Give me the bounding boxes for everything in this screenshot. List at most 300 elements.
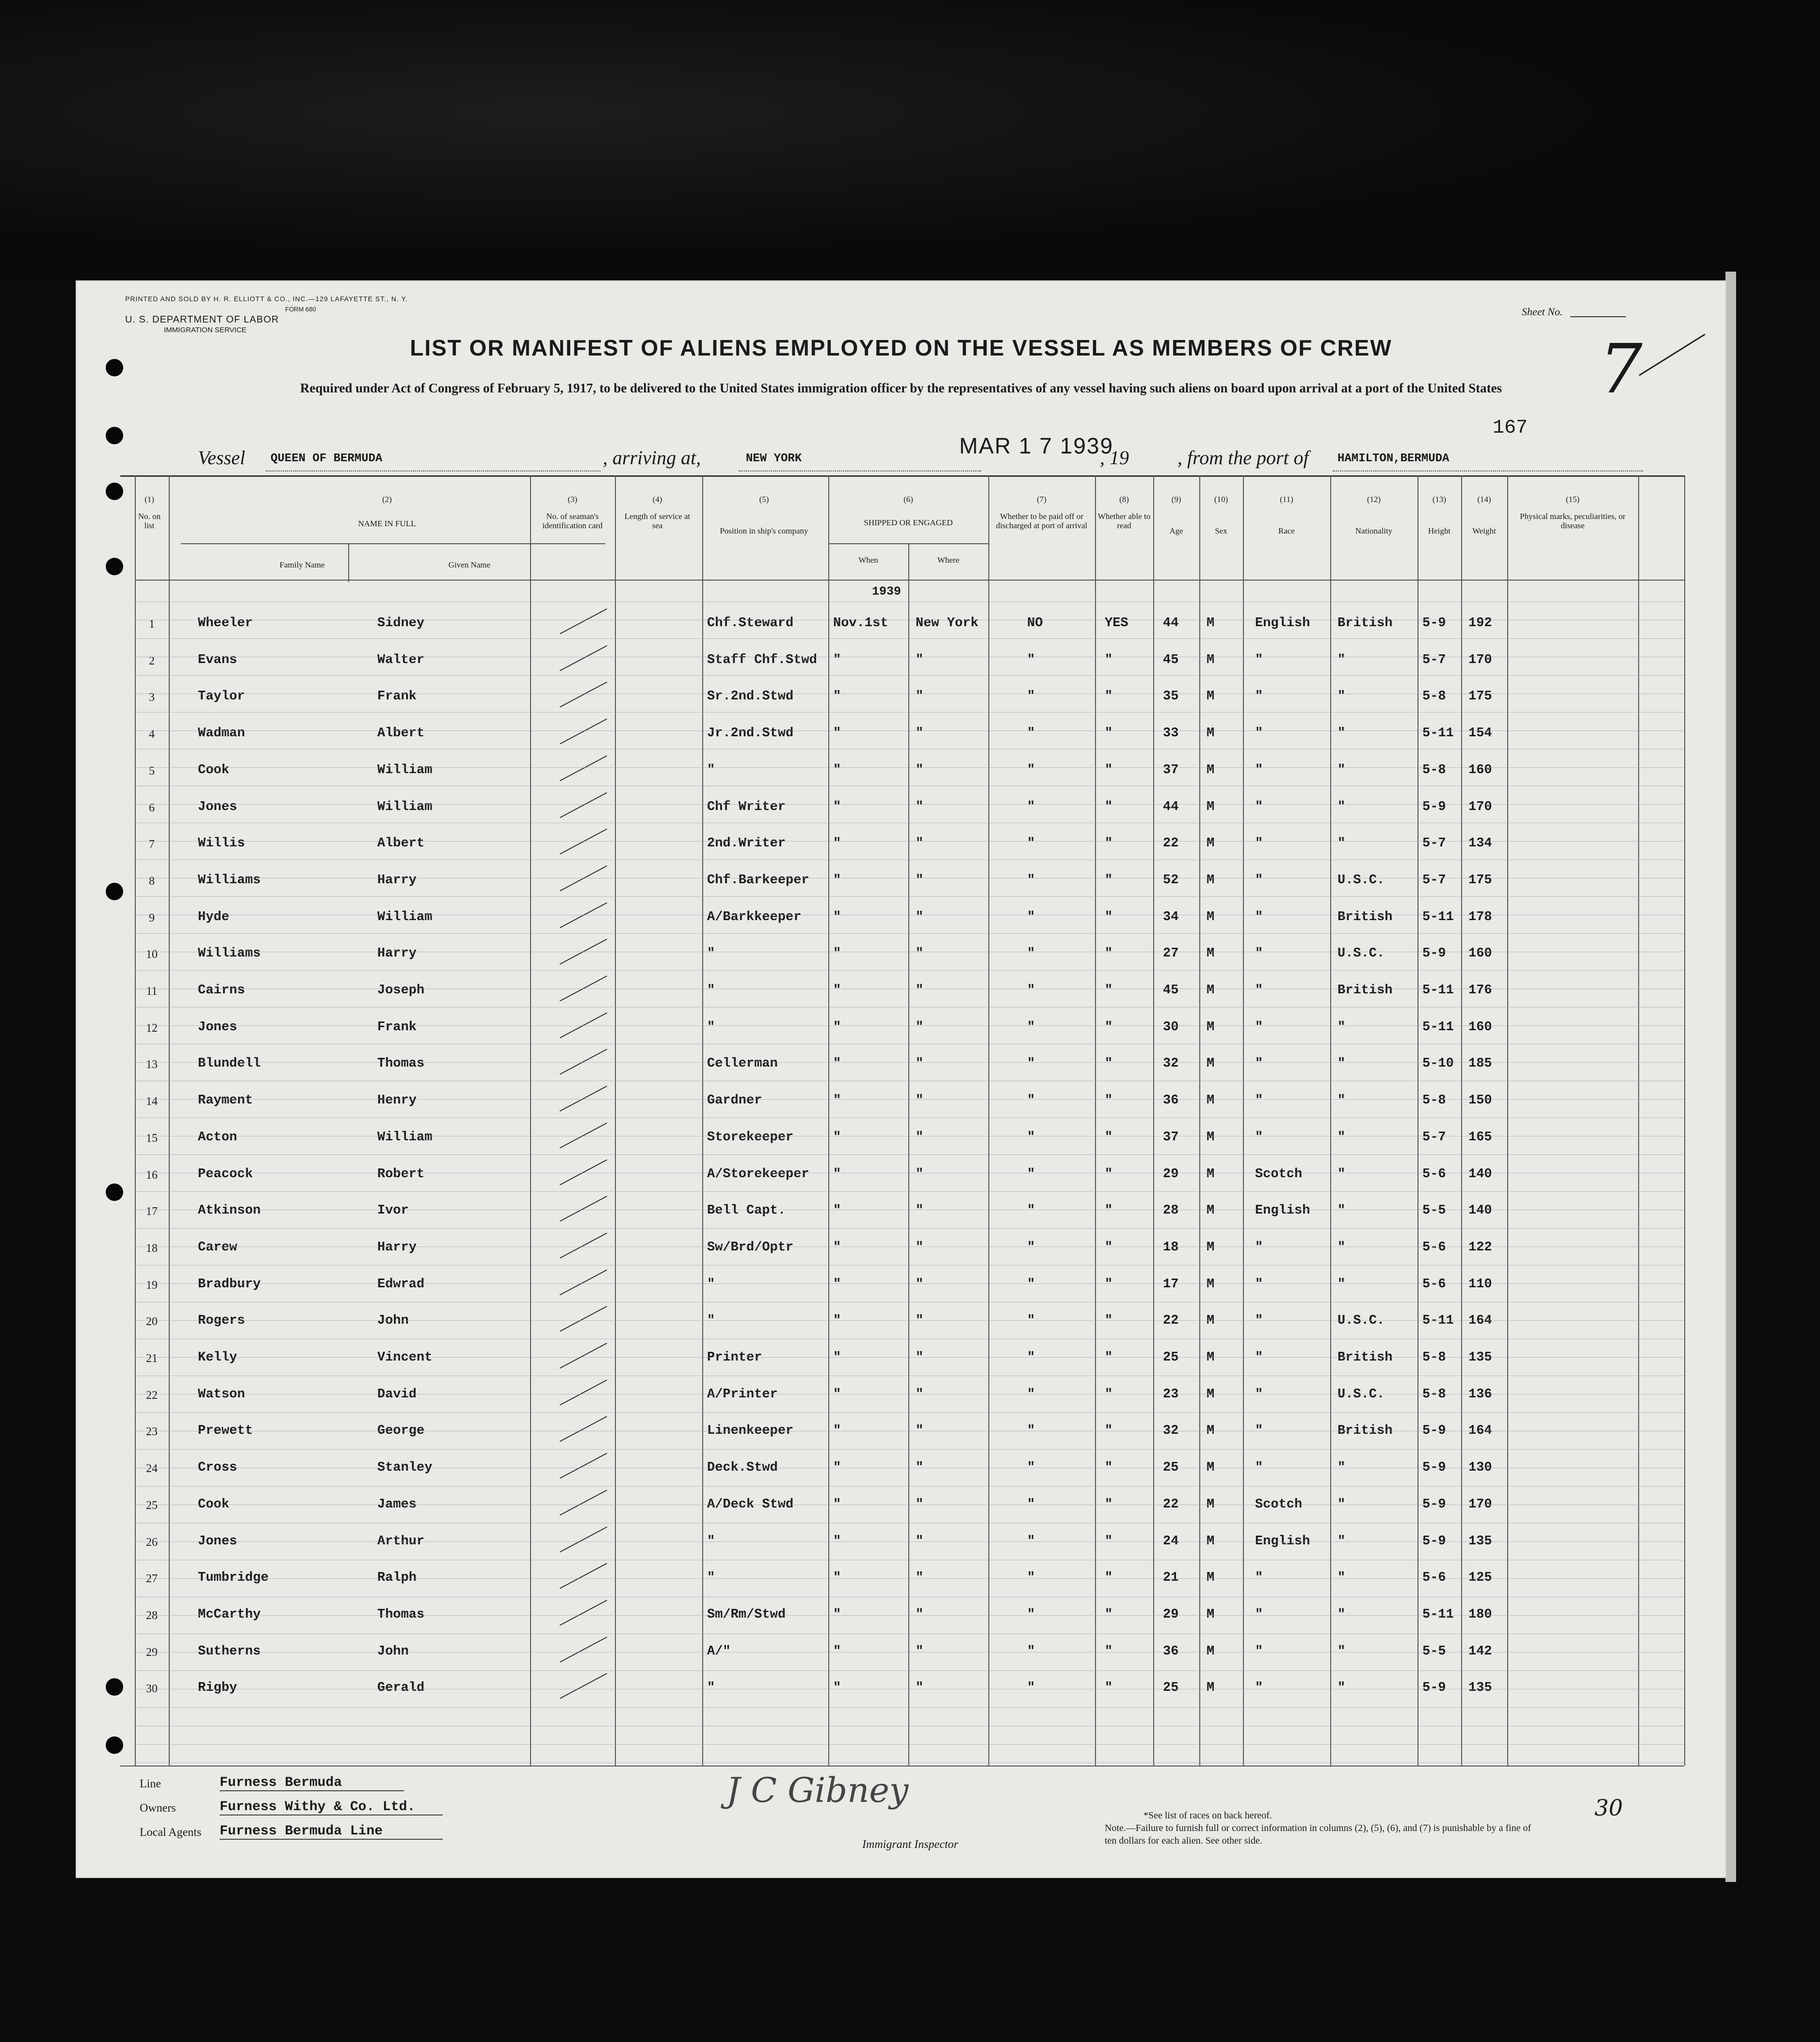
row-number: 8 <box>149 875 155 888</box>
cell-paid: " <box>1027 726 1035 741</box>
cell-paid: " <box>1027 1020 1035 1035</box>
cell-position: Chf Writer <box>707 799 786 814</box>
cell-family: Williams <box>198 873 261 888</box>
department-name: U. S. DEPARTMENT OF LABOR <box>125 314 279 325</box>
cell-race: " <box>1255 799 1263 814</box>
cell-age: 29 <box>1163 1167 1179 1182</box>
cell-when: " <box>833 836 841 851</box>
cell-position: " <box>707 983 715 998</box>
ruled-line <box>135 1357 1684 1358</box>
cell-nat: " <box>1337 1130 1346 1145</box>
cell-paid: " <box>1027 1497 1035 1512</box>
cell-race: English <box>1255 616 1310 631</box>
cell-weight: 130 <box>1468 1460 1492 1475</box>
cell-weight: 125 <box>1468 1571 1492 1586</box>
cell-read: " <box>1105 873 1113 888</box>
cell-given: Joseph <box>377 983 425 998</box>
cell-age: 45 <box>1163 983 1179 998</box>
column-rule <box>1330 475 1331 1766</box>
page-subtitle: Required under Act of Congress of February 5, 1917, to be delivered to the United States immigration officer by the representatives of any vessel having such aliens on board upon arrival at a port of the United States <box>300 381 1502 395</box>
arriving-underline <box>739 470 981 471</box>
column-rule <box>1638 475 1639 1766</box>
cell-when: " <box>833 1130 841 1145</box>
cell-family: Willis <box>198 836 245 851</box>
col-num-3: (3) <box>567 495 578 504</box>
header-shipped: SHIPPED OR ENGAGED <box>864 518 953 527</box>
punch-hole <box>106 427 123 444</box>
cell-sex: M <box>1207 1020 1215 1035</box>
cell-family: Cross <box>198 1460 238 1475</box>
ruled-line <box>135 1154 1684 1155</box>
cell-when: " <box>833 726 841 741</box>
row-number: 9 <box>149 911 155 924</box>
cell-height: 5-11 <box>1422 1313 1454 1329</box>
cell-age: 29 <box>1163 1607 1179 1622</box>
row-number: 1 <box>149 618 155 631</box>
cell-weight: 140 <box>1468 1167 1492 1182</box>
cell-where: " <box>916 1313 924 1329</box>
cell-given: Stanley <box>377 1460 433 1475</box>
cell-age: 44 <box>1163 616 1179 631</box>
cell-read: " <box>1105 1277 1113 1292</box>
cell-height: 5-11 <box>1422 1020 1454 1035</box>
ruled-line <box>135 841 1684 842</box>
cell-age: 33 <box>1163 726 1179 741</box>
cell-sex: M <box>1207 1387 1215 1402</box>
cell-read: " <box>1105 1644 1113 1659</box>
cell-sex: M <box>1207 762 1215 778</box>
header-sex: Sex <box>1215 526 1227 535</box>
cell-given: Thomas <box>377 1056 425 1071</box>
cell-age: 37 <box>1163 1130 1179 1145</box>
cell-age: 24 <box>1163 1534 1179 1549</box>
cell-age: 34 <box>1163 909 1179 924</box>
cell-race: " <box>1255 946 1263 961</box>
cell-paid: " <box>1027 689 1035 704</box>
cell-race: " <box>1255 1607 1263 1622</box>
cell-family: Jones <box>198 799 238 814</box>
cell-paid: " <box>1027 1681 1035 1696</box>
cell-race: " <box>1255 1130 1263 1145</box>
cell-position: Printer <box>707 1350 762 1365</box>
cell-position: A/Printer <box>707 1387 778 1402</box>
cell-given: Ivor <box>377 1203 409 1218</box>
ruled-line <box>135 1062 1684 1063</box>
cell-read: " <box>1105 1424 1113 1439</box>
cell-when: " <box>833 1240 841 1255</box>
header-id-card: No. of seaman's identification card <box>542 512 603 530</box>
cell-family: Acton <box>198 1130 238 1145</box>
cell-race: " <box>1255 1644 1263 1659</box>
col-num-9: (9) <box>1171 495 1181 504</box>
cell-nat: " <box>1337 652 1346 667</box>
cell-paid: " <box>1027 1240 1035 1255</box>
cell-family: Jones <box>198 1534 238 1549</box>
cell-where: " <box>916 1130 924 1145</box>
cell-height: 5-8 <box>1422 1350 1446 1365</box>
column-rule <box>135 475 136 1766</box>
col-num-10: (10) <box>1214 495 1228 504</box>
cell-where: " <box>916 1571 924 1586</box>
header-weight: Weight <box>1472 526 1496 535</box>
cell-weight: 164 <box>1468 1313 1492 1329</box>
cell-read: " <box>1105 1313 1113 1329</box>
cell-nat: " <box>1337 1571 1346 1586</box>
cell-sex: M <box>1207 616 1215 631</box>
cell-given: Edwrad <box>377 1277 425 1292</box>
cell-position: Linenkeeper <box>707 1424 794 1439</box>
cell-nat: " <box>1337 1497 1346 1512</box>
cell-weight: 175 <box>1468 689 1492 704</box>
header-height: Height <box>1428 526 1451 535</box>
inspector-signature: J C Gibney <box>726 1770 909 1810</box>
cell-given: Harry <box>377 946 417 961</box>
cell-when: " <box>833 946 841 961</box>
cell-paid: " <box>1027 909 1035 924</box>
page-edge <box>1725 272 1736 1882</box>
ruled-line <box>135 638 1684 639</box>
cell-age: 27 <box>1163 946 1179 961</box>
column-rule <box>1461 475 1462 1766</box>
row-number: 14 <box>146 1095 158 1108</box>
cell-nat: British <box>1337 1424 1393 1439</box>
page-number: 167 <box>1493 417 1528 439</box>
cell-race: " <box>1255 1277 1263 1292</box>
cell-nat: " <box>1337 1460 1346 1475</box>
cell-when: " <box>833 1203 841 1218</box>
cell-where: " <box>916 946 924 961</box>
cell-where: New York <box>916 616 979 631</box>
cell-age: 17 <box>1163 1277 1179 1292</box>
cell-nat: " <box>1337 726 1346 741</box>
cell-position: Chf.Steward <box>707 616 794 631</box>
cell-nat: " <box>1337 1203 1346 1218</box>
column-rule <box>348 543 349 582</box>
row-number: 3 <box>149 691 155 704</box>
ruled-line <box>135 1541 1684 1542</box>
cell-nat: " <box>1337 836 1346 851</box>
cell-weight: 160 <box>1468 762 1492 778</box>
cell-paid: " <box>1027 762 1035 778</box>
cell-where: " <box>916 1240 924 1255</box>
cell-race: " <box>1255 836 1263 851</box>
cell-position: A/" <box>707 1644 731 1659</box>
col-num-13: (13) <box>1432 495 1447 504</box>
cell-where: " <box>916 1460 924 1475</box>
cell-height: 5-7 <box>1422 873 1446 888</box>
col-num-11: (11) <box>1280 495 1293 504</box>
cell-weight: 134 <box>1468 836 1492 851</box>
cell-where: " <box>916 762 924 778</box>
cell-race: Scotch <box>1255 1167 1303 1182</box>
cell-nat: U.S.C. <box>1337 946 1385 961</box>
cell-race: " <box>1255 1093 1263 1108</box>
cell-age: 37 <box>1163 762 1179 778</box>
cell-when: " <box>833 1681 841 1696</box>
cell-sex: M <box>1207 946 1215 961</box>
header-family-name: Family Name <box>279 560 325 569</box>
header-where: Where <box>937 555 960 565</box>
cell-family: Rigby <box>198 1681 238 1696</box>
ruled-line <box>135 1099 1684 1100</box>
cell-when: " <box>833 1313 841 1329</box>
cell-family: Wadman <box>198 726 245 741</box>
cell-where: " <box>916 1093 924 1108</box>
cell-height: 5-9 <box>1422 1424 1446 1439</box>
cell-weight: 192 <box>1468 616 1492 631</box>
cell-age: 22 <box>1163 1497 1179 1512</box>
cell-height: 5-9 <box>1422 1534 1446 1549</box>
cell-nat: British <box>1337 983 1393 998</box>
col-num-2: (2) <box>382 495 392 504</box>
header-given-name: Given Name <box>448 560 491 569</box>
cell-when: " <box>833 909 841 924</box>
cell-weight: 170 <box>1468 652 1492 667</box>
ruled-line <box>135 804 1684 805</box>
cell-family: Sutherns <box>198 1644 261 1659</box>
cell-when: " <box>833 652 841 667</box>
cell-paid: " <box>1027 836 1035 851</box>
cell-sex: M <box>1207 1056 1215 1071</box>
cell-race: " <box>1255 762 1263 778</box>
cell-nat: " <box>1337 1240 1346 1255</box>
cell-family: Cairns <box>198 983 245 998</box>
row-number: 18 <box>146 1242 158 1255</box>
cell-family: Evans <box>198 652 238 667</box>
cell-where: " <box>916 1203 924 1218</box>
cell-read: " <box>1105 1203 1113 1218</box>
cell-height: 5-11 <box>1422 726 1454 741</box>
header-name-in-full: NAME IN FULL <box>358 519 416 528</box>
header-bottom-rule <box>135 580 1684 581</box>
column-rule <box>988 475 989 1766</box>
col-num-5: (5) <box>759 495 769 504</box>
cell-paid: " <box>1027 1644 1035 1659</box>
cell-given: Harry <box>377 1240 417 1255</box>
cell-nat: " <box>1337 762 1346 778</box>
ruled-line <box>135 1191 1684 1192</box>
cell-given: Arthur <box>377 1534 425 1549</box>
crew-table <box>120 475 1684 1767</box>
cell-age: 18 <box>1163 1240 1179 1255</box>
cell-race: English <box>1255 1203 1310 1218</box>
cell-where: " <box>916 1056 924 1071</box>
cell-when: " <box>833 799 841 814</box>
cell-where: " <box>916 652 924 667</box>
cell-family: Atkinson <box>198 1203 261 1218</box>
cell-family: Bradbury <box>198 1277 261 1292</box>
cell-weight: 160 <box>1468 946 1492 961</box>
printer-credit: PRINTED AND SOLD BY H. R. ELLIOTT & CO., INC.—129 LAFAYETTE ST., N. Y. <box>125 295 408 303</box>
cell-sex: M <box>1207 1460 1215 1475</box>
cell-where: " <box>916 1424 924 1439</box>
cell-sex: M <box>1207 983 1215 998</box>
ruled-line <box>135 1412 1684 1413</box>
cell-family: Blundell <box>198 1056 261 1071</box>
cell-family: Peacock <box>198 1167 253 1182</box>
cell-position: " <box>707 946 715 961</box>
cell-family: Rayment <box>198 1093 253 1108</box>
row-number: 10 <box>146 948 158 961</box>
cell-race: " <box>1255 1681 1263 1696</box>
header-divider <box>181 543 605 544</box>
cell-nat: U.S.C. <box>1337 1313 1385 1329</box>
cell-nat: " <box>1337 1277 1346 1292</box>
cell-paid: " <box>1027 1056 1035 1071</box>
cell-sex: M <box>1207 873 1215 888</box>
cell-paid: " <box>1027 1313 1035 1329</box>
cell-nat: British <box>1337 909 1393 924</box>
header-able-read: Whether able to read <box>1097 512 1151 530</box>
cell-paid: " <box>1027 1277 1035 1292</box>
cell-position: " <box>707 1313 715 1329</box>
cell-given: William <box>377 762 433 778</box>
cell-paid: " <box>1027 1350 1035 1365</box>
service-name: IMMIGRATION SERVICE <box>164 326 247 334</box>
cell-when: " <box>833 1460 841 1475</box>
column-rule <box>828 475 829 1766</box>
cell-given: Harry <box>377 873 417 888</box>
cell-where: " <box>916 873 924 888</box>
cell-read: " <box>1105 1571 1113 1586</box>
column-rule <box>169 475 170 1766</box>
cell-given: Thomas <box>377 1607 425 1622</box>
cell-when: " <box>833 1093 841 1108</box>
cell-nat: " <box>1337 1093 1346 1108</box>
cell-paid: " <box>1027 1571 1035 1586</box>
cell-paid: NO <box>1027 616 1043 631</box>
date-stamp: MAR 1 7 1939 <box>959 433 1114 458</box>
cell-height: 5-7 <box>1422 836 1446 851</box>
cell-when: Nov.1st <box>833 616 888 631</box>
col-num-4: (4) <box>652 495 662 504</box>
cell-nat: " <box>1337 1534 1346 1549</box>
ruled-line <box>135 1652 1684 1653</box>
cell-family: Carew <box>198 1240 238 1255</box>
cell-nat: British <box>1337 616 1393 631</box>
cell-where: " <box>916 726 924 741</box>
row-number: 11 <box>146 985 158 998</box>
cell-height: 5-7 <box>1422 652 1446 667</box>
cell-read: " <box>1105 1681 1113 1696</box>
cell-position: " <box>707 1534 715 1549</box>
cell-paid: " <box>1027 983 1035 998</box>
cell-given: John <box>377 1644 409 1659</box>
cell-where: " <box>916 983 924 998</box>
cell-sex: M <box>1207 1571 1215 1586</box>
cell-read: " <box>1105 1350 1113 1365</box>
cell-sex: M <box>1207 1644 1215 1659</box>
col-num-7: (7) <box>1037 495 1047 504</box>
cell-height: 5-6 <box>1422 1167 1446 1182</box>
cell-given: Walter <box>377 652 425 667</box>
cell-weight: 175 <box>1468 873 1492 888</box>
cell-age: 25 <box>1163 1350 1179 1365</box>
cell-sex: M <box>1207 909 1215 924</box>
header-physical-marks: Physical marks, peculiarities, or disease <box>1520 512 1626 530</box>
ruled-line <box>135 767 1684 768</box>
cell-given: William <box>377 1130 433 1145</box>
line-label: Line <box>140 1778 161 1790</box>
cell-read: " <box>1105 799 1113 814</box>
cell-family: Tumbridge <box>198 1571 269 1586</box>
from-port-underline <box>1333 470 1643 471</box>
cell-when: " <box>833 762 841 778</box>
cell-height: 5-9 <box>1422 799 1446 814</box>
row-number: 2 <box>149 654 155 667</box>
cell-read: " <box>1105 1093 1113 1108</box>
cell-age: 44 <box>1163 799 1179 814</box>
cell-race: " <box>1255 1020 1263 1035</box>
cell-read: " <box>1105 1167 1113 1182</box>
row-number: 24 <box>146 1462 158 1475</box>
cell-read: " <box>1105 1607 1113 1622</box>
cell-race: " <box>1255 1240 1263 1255</box>
cell-given: William <box>377 799 433 814</box>
cell-height: 5-9 <box>1422 1460 1446 1475</box>
cell-where: " <box>916 1534 924 1549</box>
cell-family: Wheeler <box>198 616 253 631</box>
cell-race: " <box>1255 909 1263 924</box>
header-race: Race <box>1278 526 1295 535</box>
cell-given: Frank <box>377 1020 417 1035</box>
vessel-label: Vessel <box>198 447 245 469</box>
cell-race: " <box>1255 1571 1263 1586</box>
row-number: 26 <box>146 1536 158 1549</box>
cell-paid: " <box>1027 799 1035 814</box>
cell-height: 5-8 <box>1422 1387 1446 1402</box>
owners-value: Furness Withy & Co. Ltd. <box>220 1799 443 1815</box>
cell-nat: " <box>1337 1167 1346 1182</box>
cell-read: " <box>1105 1056 1113 1071</box>
cell-weight: 165 <box>1468 1130 1492 1145</box>
corner-mark: 30 <box>1595 1795 1623 1821</box>
cell-family: Hyde <box>198 909 229 924</box>
cell-family: McCarthy <box>198 1607 261 1622</box>
footnote <box>1105 1809 1541 1847</box>
cell-weight: 178 <box>1468 909 1492 924</box>
cell-height: 5-10 <box>1422 1056 1454 1071</box>
cell-age: 22 <box>1163 836 1179 851</box>
row-number: 22 <box>146 1389 158 1402</box>
cell-given: Albert <box>377 836 425 851</box>
cell-paid: " <box>1027 1534 1035 1549</box>
cell-sex: M <box>1207 1350 1215 1365</box>
cell-sex: M <box>1207 1093 1215 1108</box>
cell-given: George <box>377 1424 425 1439</box>
cell-height: 5-6 <box>1422 1277 1446 1292</box>
cell-height: 5-9 <box>1422 616 1446 631</box>
column-rule <box>615 475 616 1766</box>
cell-paid: " <box>1027 1387 1035 1402</box>
cell-position: Jr.2nd.Stwd <box>707 726 794 741</box>
cell-position: Chf.Barkeeper <box>707 873 809 888</box>
cell-read: " <box>1105 983 1113 998</box>
cell-given: Vincent <box>377 1350 433 1365</box>
cell-age: 35 <box>1163 689 1179 704</box>
cell-read: " <box>1105 946 1113 961</box>
punch-hole <box>106 359 123 376</box>
owners-label: Owners <box>140 1802 176 1815</box>
cell-nat: " <box>1337 1681 1346 1696</box>
cell-given: Frank <box>377 689 417 704</box>
cell-when: " <box>833 1387 841 1402</box>
cell-race: " <box>1255 689 1263 704</box>
cell-age: 36 <box>1163 1093 1179 1108</box>
cell-age: 28 <box>1163 1203 1179 1218</box>
cell-read: " <box>1105 1497 1113 1512</box>
cell-read: " <box>1105 1020 1113 1035</box>
